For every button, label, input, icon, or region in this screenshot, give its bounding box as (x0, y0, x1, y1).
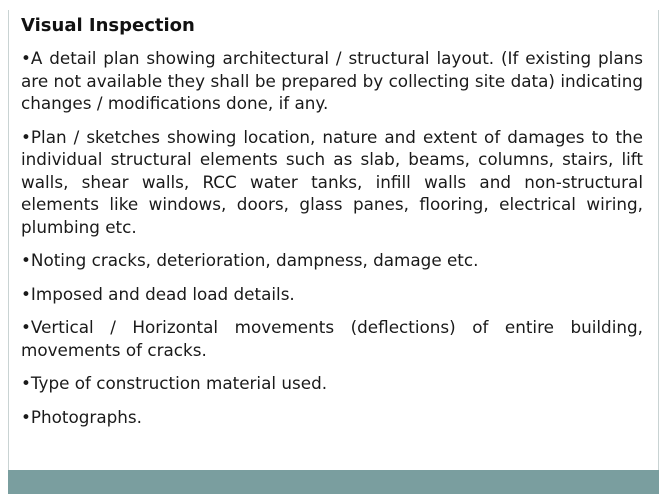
bullet-item (21, 406, 643, 429)
footer-bar (8, 470, 659, 494)
slide-title: Visual Inspection (21, 15, 195, 36)
bullet-text: Imposed and dead load details. (30, 283, 295, 304)
bullet-item (21, 372, 643, 395)
bullet-marker: • (21, 406, 31, 427)
bullet-marker: • (21, 373, 31, 393)
bullet-text: Type of construction material used. (30, 373, 328, 393)
bullet-text: Photographs. (30, 406, 142, 427)
bullet-marker: • (21, 283, 31, 304)
bullet-text: A detail plan showing architectural / structural layout. (If existing plans are not available they shall be prepared by collecting site data) indicating changes / modifications done, if any. (21, 48, 643, 113)
bullet-text: Vertical / Horizontal movements (deflections) of entire building, movements of cracks. (21, 317, 643, 360)
bullet-item (21, 47, 643, 115)
bullet-marker: • (21, 250, 31, 270)
bullet-text: Plan / sketches showing location, nature and extent of damages to the individual structural elements such as slab, beams, columns, stairs, lift walls, shear walls, RCC water tanks, infill walls and non-structural elements like windows, doors, glass panes, flooring, electrical wiring, plumbing etc. (21, 126, 643, 237)
bullet-item (21, 316, 643, 361)
bullet-marker: • (21, 317, 31, 337)
bullet-list (21, 47, 643, 439)
bullet-item (21, 249, 643, 272)
bullet-marker: • (21, 48, 31, 68)
bullet-item (21, 126, 643, 239)
bullet-text: Noting cracks, deterioration, dampness, damage etc. (30, 250, 479, 270)
bullet-item (21, 283, 643, 306)
bullet-marker: • (21, 126, 31, 147)
